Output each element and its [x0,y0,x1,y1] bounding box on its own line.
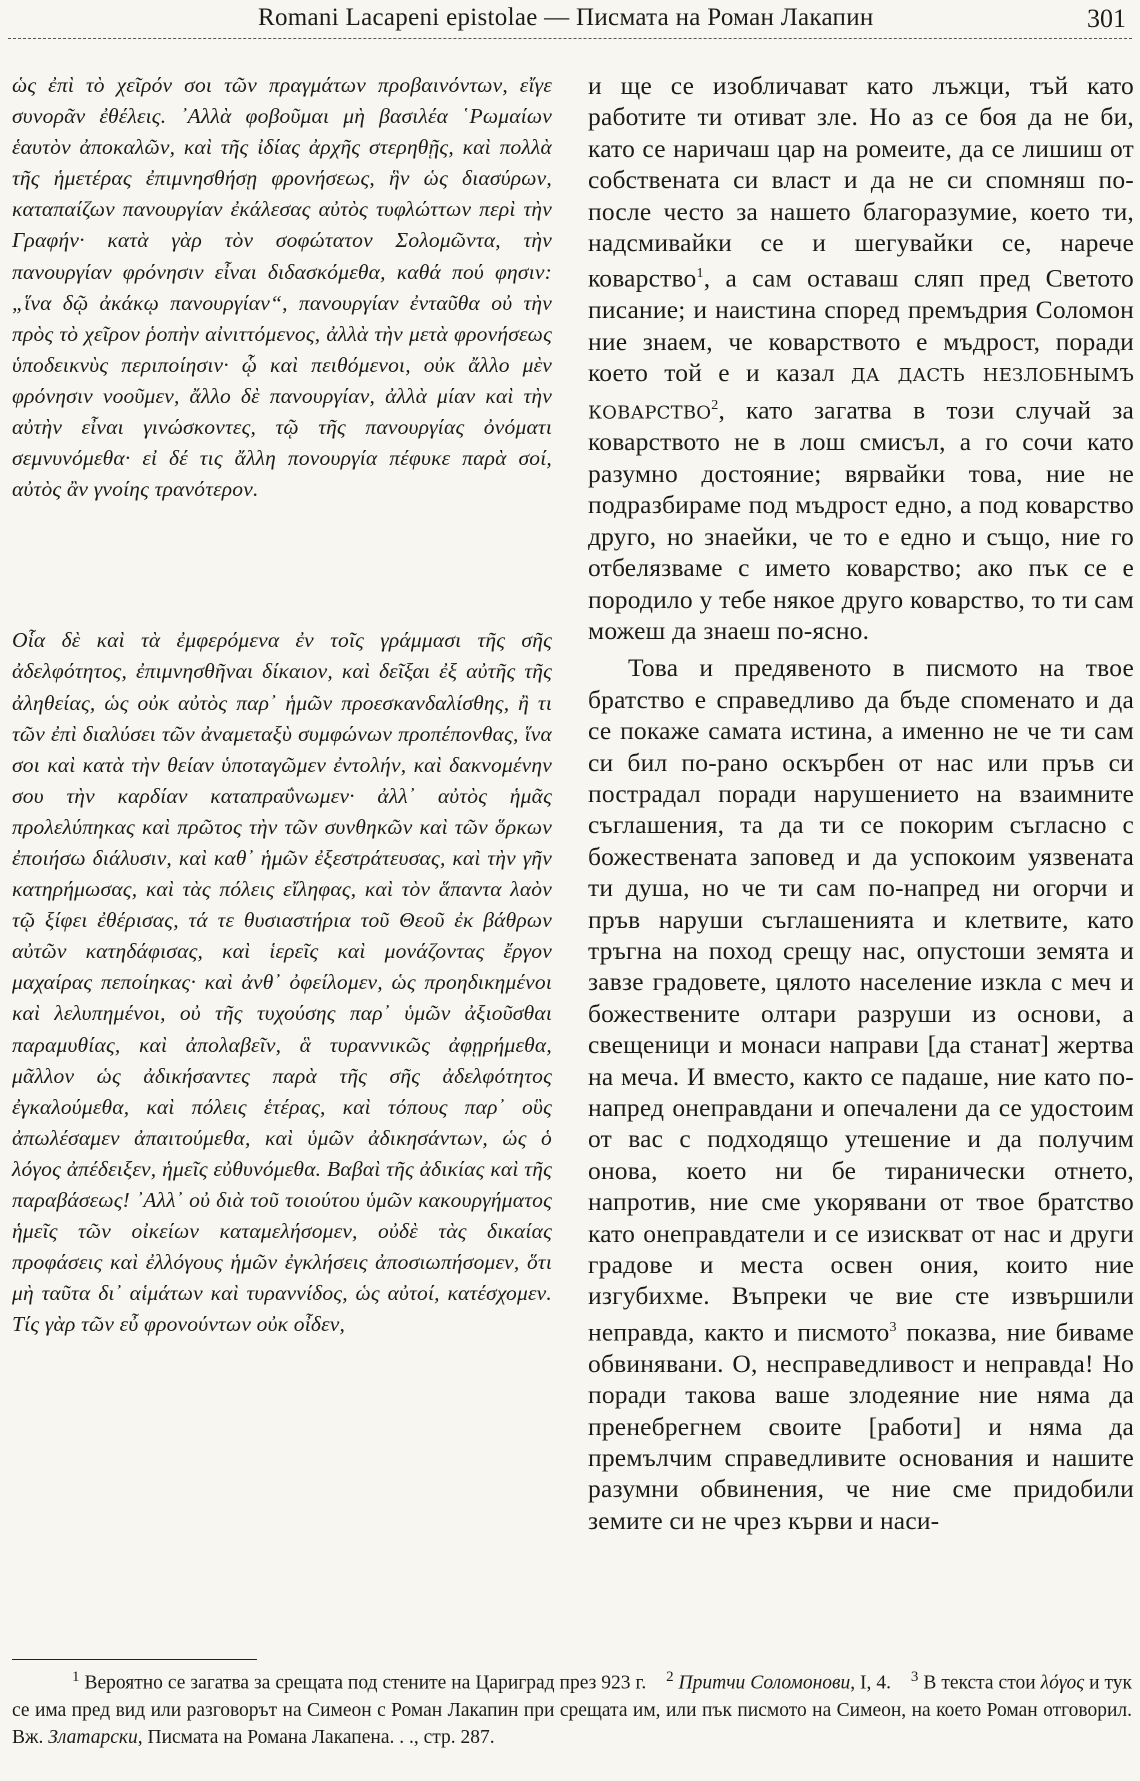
footnote-text-3a: В текста стои [918,1672,1041,1694]
bulgarian-text-2a: Това и предявеното в писмото на твое братство е справедливо да бъде споменато и да се покаже самата истина, а именно не че ти сам си бил по-рано оскърбен от нас или пръв си пострадал поради нарушението на взаимните съглашения, та да ти се покорим съгласно с божествената заповед и да успокоим уязвената ти душа, но че ти сам по-напред ни огорчи и пръв наруши съглашенията и клетвите, като тръгна на поход срещу нас, опустоши земята и завзе градовете, цялото население изкла с меч и божествените олтари разруши из основи, а свещеници и монаси направи [да станат] жертва на меча. И вместо, както се падаше, ние като по-напред онеправдани и опечалени да се удостоим от вас с подходящо утешение и да получим онова, което ни бе тиранически отнето, напротив, ние сме укорявани от твое братство като онеправдатели и се изискват от нас и други градове и места освен ония, които ние изгубихме. Въпреки че вие сте извършили неправда, както и писмото [588,653,1134,1347]
bulgarian-paragraph-1 [588,70,1134,646]
footnote-number-2: 2 [666,1669,674,1685]
footnote-number-3: 3 [910,1669,919,1685]
footnote-block [12,1664,1132,1751]
greek-paragraph-1: ὡς ἐπὶ τὸ χεῖρόν σοι τῶν πραγμάτων προβαινόντων, εἴγε συνορᾶν ἐθέλεις. ᾿Αλλὰ φοβοῦμαι μὴ βασιλέα ῾Ρωμαίων ἑαυτὸν ἀποκαλῶν, καὶ τῆς ἰδίας ἀρχῆς στερηθῇς, καὶ πολλὰ τῆς ἡμετέρας ἐπιμνησθήσῃ φρονήσεως, ἣν ὡς διασύρων, καταπαίζων πανουργίαν ἐκάλεσας αὐτὸς τυφλώττων περὶ τὴν Γραφήν· κατὰ γὰρ τὸν σοφώτατον Σολομῶντα, τὴν πανουργίαν φρόνησιν εἶναι διδασκόμεθα, καθά πού φησιν: „ἵνα δῷ ἀκάκῳ πανουργίαν“, πανουργίαν ἐνταῦθα οὐ τὴν πρὸς τὸ χεῖρον ῥοπὴν αἰνιττόμενος, ἀλλὰ τὴν μετὰ φρονήσεως ὑποδεικνὺς περιποίησιν· ᾧ καὶ πειθόμενοι, οὐκ ἄλλο μὲν φρόνησιν νοοῦμεν, ἄλλο δὲ πανουργίαν, ἀλλὰ μίαν καὶ τὴν αὐτὴν εἶναι γινώσκοντες, τῷ τῆς πανουργίας ὀνόματι σεμνυνόμεθα· εἰ δέ τις ἄλλη πονουργία πέφυκε παρὰ σοί, αὐτὸς ἂν γνοίης τρανότερον. [12,73,552,502]
footnote-text-2: , I, 4. [850,1672,892,1694]
footnote-text-2-title: Притчи Соломонови [673,1672,851,1694]
slavonic-quote: да дасть незлобнымъ коварство [588,358,1134,426]
bulgarian-text-2b: показва, ние биваме обвинявани. О, несправедливост и неправда! Но поради такова ваше злодеяние ние няма да пренебрегнем своите [работи] и няма да премълчим справедливите основания и нашите разумни обвинения, че ние сме придобили земите си не чрез кърви и наси- [588,1317,1134,1535]
footnote-author: Златарски [48,1726,138,1748]
bulgarian-text-1c: , като загатва в този случай за коварството не в лош смисъл, а го сочи като разумно достояние; вярвайки това, ние не подразбираме под мъдрост едно, а под коварство друго, но знаейки, че то е едно и също, ние го отбелязваме с името коварство; ако пък се е породило у тебе някое друго коварство, то ти сам можеш да знаеш по-ясно. [588,395,1134,645]
footnote-text-3c: , Писмата на Романа Лакапена. . ., стр. 287. [137,1726,495,1748]
footnote-text-1: Вероятно се загатва за срещата под стените на Цариград през 923 г. [79,1672,647,1694]
bulgarian-text-1a: и ще се изобличават като лъжци, тъй като работите ти отиват зле. Но аз се боя да не би, като се наричаш цар на ромеите, да се лишиш от собствената си власт и да не си спомняш по-после често за нашето благоразумие, което ти, надсмивайки се и шегувайки се, нарече коварство [588,71,1134,293]
running-header [8,4,1132,39]
running-title: Romani Lacapeni epistolae — Писмата на Роман Лакапин [258,4,874,31]
bulgarian-column [588,70,1134,1536]
page-number: 301 [1087,4,1126,33]
bulgarian-text-1b: , а сам оставаш сляп пред Светото писание; и наистина според премъдрия Соломон ние знаем, че коварството е мъдрост, поради което той е и казал [588,263,1134,388]
footnotes [12,1664,1132,1751]
footnote-rule [12,1659,257,1660]
footnote-text-3b: и тук се има пред вид или разговорът на Симеон с Роман Лакапин при срещата им, или пък писмото на Симеон, на което Роман отговорил. Вж. [12,1672,1133,1748]
greek-paragraph-2: Οἷα δὲ καὶ τὰ ἐμφερόμενα ἐν τοῖς γράμμασι τῆς σῆς ἀδελφότητος, ἐπιμνησθῆναι δίκαιον, καὶ δεῖξαι ἐξ αὐτῆς τῆς ἀληθείας, ὡς οὐκ αὐτὸς παρ᾿ ἡμῶν προεσκανδαλίσθης, ἢ τι τῶν ἐπὶ διαλύσει τῶν ἀναμεταξὺ συμφώνων προπέπονθας, ἵνα σοι καὶ κατὰ τὴν θείαν ὑποταγῶμεν ἐντολήν, καὶ δακνομένην σου τὴν καρδίαν καταπραΰνωμεν· ἀλλ᾿ αὐτὸς ἡμᾶς προλελύπηκας καὶ πρῶτος τὴν τῶν συνθηκῶν καὶ τῶν ὅρκων ἐποιήσω διάλυσιν, καὶ καθ᾿ ἡμῶν ἐξεστράτευσας, καὶ τὴν γῆν κατηρήμωσας, καὶ τὰς πόλεις εἴληφας, καὶ τὸν ἅπαντα λαὸν τῷ ξίφει ἐθέρισας, τά τε θυσιαστήρια τοῦ Θεοῦ ἐκ βάθρων αὐτῶν κατηδάφισας, καὶ ἱερεῖς καὶ μονάζοντας ἔργον μαχαίρας πεποίηκας· καὶ ἀνθ᾿ ὀφείλομεν, ὡς προηδικημένοι καὶ λελυπημένοι, οὐ τῆς τυχούσης παρ᾿ ὑμῶν ἀξιοῦσθαι παραμυθίας, καὶ ἀπολαβεῖν, ἃ τυραννικῶς ἀφῃρήμεθα, μᾶλλον ὡς ἀδικήσαντες παρὰ τῆς σῆς ἀδελφότητος ἐγκαλούμεθα, καὶ πόλεις ἑτέρας, καὶ τόπους παρ᾿ οὓς ἀπωλέσαμεν ἀπαιτούμεθα, καὶ ὑμῶν ἀδικησάντων, ὡς ὁ λόγος ἀπέδειξεν, ἡμεῖς εὐθυνόμεθα. Βαβαὶ τῆς ἀδικίας καὶ τῆς παραβάσεως! ᾿Αλλ᾿ οὐ διὰ τοῦ τοιούτου ὑμῶν κακουργήματος ἡμεῖς τῶν οἰκείων καταμελήσομεν, οὐδὲ τὰς δικαίας προφάσεις καὶ ἐλλόγους ἡμῶν ἐγκλήσεις ἀποσιωπήσομεν, ὅτι μὴ ταῦτα δι᾿ αἱμάτων καὶ τυραννίδος, ὡς αὐτοί, κατέσχομεν. Τίς γὰρ τῶν εὖ φρονούντων οὐκ οἶδεν, [12,628,552,1337]
footnote-ref-1: 1 [696,266,704,282]
footnote-ref-3: 3 [889,1319,897,1335]
footnote-greek-word: λόγος [1040,1672,1085,1694]
greek-column [12,70,552,1340]
footnote-ref-2: 2 [711,397,719,413]
footnote-number-1: 1 [72,1669,80,1685]
bulgarian-paragraph-2 [588,652,1134,1536]
